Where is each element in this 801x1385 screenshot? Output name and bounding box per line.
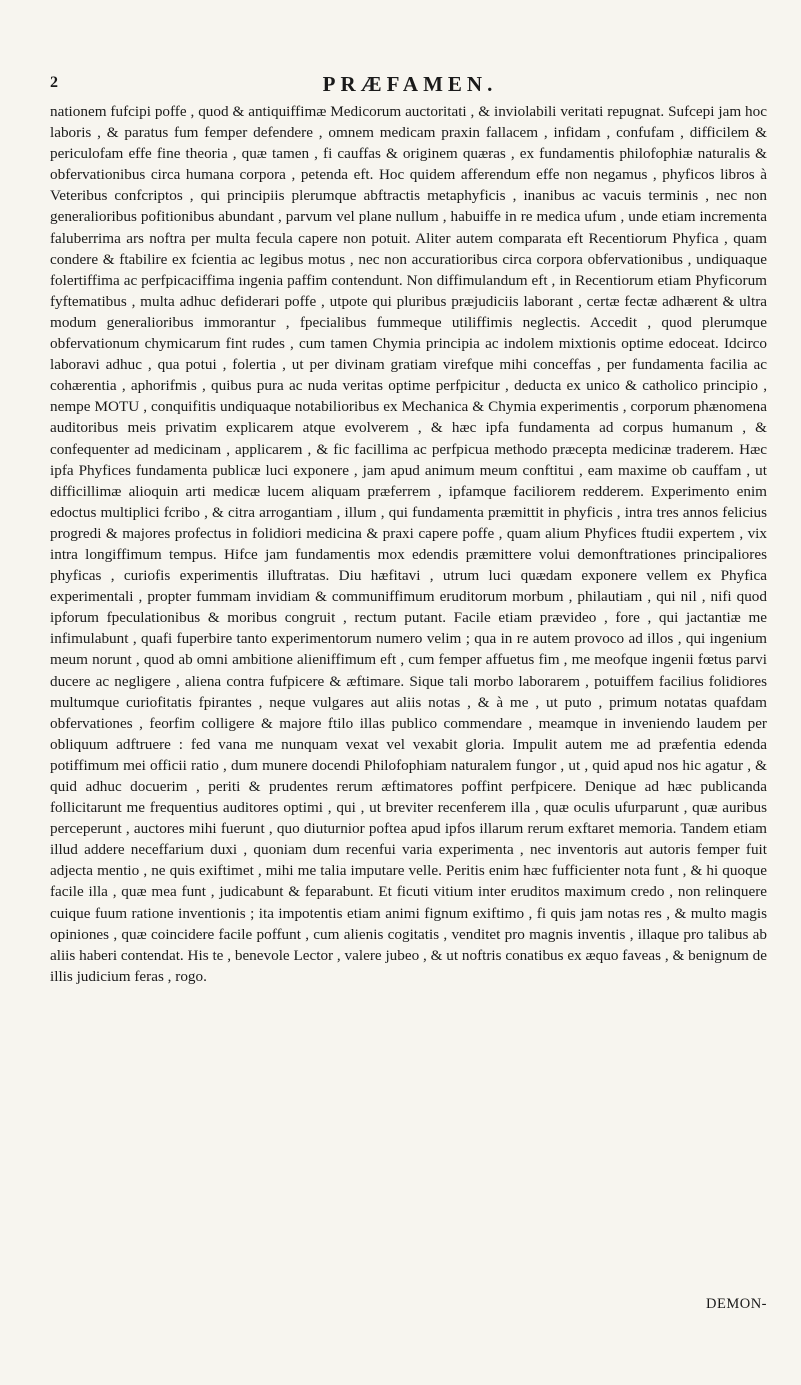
- running-title: PRÆFAMEN.: [322, 72, 498, 96]
- body-paragraph: nationem fufcipi poffe , quod & antiquiffimæ Medicorum auctoritati , & inviolabili veritati repugnat. Sufcepi jam hoc laboris , & paratus fum femper defendere , omnem medicam praxin fallacem , infidam , confufam , difficilem & periculofam effe fine theoria , quæ tamen , fi cauffas & originem quæras , ex fundamentis philofophiæ naturalis & obfervationibus circa humana corpora , petenda eft. Hoc quidem afferendum effe non negamus , phyficos libros à Veteribus confcriptos , qui principiis plerumque abftractis metaphyficis , inanibus ac vacuis terminis , nec non generalioribus pofitionibus abundant , parvum vel plane nullum , habuiffe in re medica ufum , unde etiam incrementa faluberrima ars noftra per multa fecula capere non potuit. Aliter autem comparata eft Recentiorum Phyfica , quam condere & ftabilire ex fcientia ac legibus motus , nec non accuratioribus circa corpora obfervationibus , undiquaque folertiffima ac perfpicaciffima ingenia paffim contendunt. Non diffimulandum eft , in Recentiorum etiam Phyficorum fyftematibus , multa adhuc defiderari poffe , utpote qui pluribus præjudiciis laborant , certæ fectæ adhærent & ultra modum generalioribus immorantur , fpecialibus fummeque utiliffimis neglectis. Accedit , quod plerumque obfervationum chymicarum fint rudes , cum tamen Chymia principia ac indolem mixtionis optime edoceat. Idcirco laboravi adhuc , qua potui , folertia , ut per divinam gratiam virefque mihi conceffas , per fundamenta facilia ac cohærentia , aphorifmis , quibus pura ac nuda veritas optime perfpicitur , deducta ex unico & catholico principio , nempe MOTU , conquifitis undiquaque notabilioribus ex Mechanica & Chymia experimentis , corporum phænomena auditoribus meis privatim explicarem atque evolverem , & hæc ipfa fundamenta ad corpus humanum , & confequenter ad medicinam , applicarem , & fic facillima ac perfpicua methodo præcepta medicinæ traderem. Hæc ipfa Phyfices fundamenta publicæ luci exponere , jam apud animum meum conftitui , eam maxime ob cauffam , ut difficillimæ alioquin arti medicæ lucem aliquam præferrem , ipfamque faciliorem redderem. Experimento enim edoctus multiplici fcribo , & citra arrogantiam , illum , qui fundamenta præmittit in phyficis , intra tres annos felicius progredi & majores profectus in folidiori medicina & praxi capere poffe , quam alium Phyfices ftudii expertem , vix intra longiffimum tempus. Hifce jam fundamentis mox edendis præmittere volui demonftrationes principaliores phyficas , curiofis experimentis illuftratas. Diu hæfitavi , utrum luci quædam exponere vellem ex Phyfica experimentali , propter fummam invidiam & communiffimum eruditorum morbum , philautiam , qui nil , nifi quod ipforum fpeculationibus & moribus congruit , rectum putant. Facile etiam prævideo , fore , qui jactantiæ me infimulabunt , quafi fuperbire tanto experimentorum numero velim ; qua in re autem provoco ad illos , qui ingenium meum norunt , quod ab omni ambitione alieniffimum eft , cum femper affuetus fim , me meofque ingenii fœtus parvi ducere ac negligere , aliena contra fufpicere & æftimare. Sique tali morbo laborarem , potuiffem facilius folidiores multumque curiofitatis fpirantes , neque vulgares aut aliis notas , & à me , ut puto , primum notatas quafdam obfervationes , feorfim colligere & majore ftilo illas publico commendare , meamque in inveniendo laudem per obliquum adftruere : fed vana me nunquam vexat vel vexabit gloria. Impulit autem me ad præfentia edenda potiffimum mei officii ratio , dum munere docendi Philofophiam naturalem fungor , ut , quid apud nos hic agatur , & quid adhuc docuerim , periti & prudentes rerum æftimatores poffint perfpicere. Denique ad hæc publicanda follicitarunt me frequentius auditores optimi , qui , ut breviter recenferem illa , quæ oculis ufurparunt , quæ auribus perceperunt , auctores mihi fuerunt , quo diuturnior poftea apud ipfos illarum rerum exftaret memoria. Tandem etiam illud addere neceffarium duxi , quoniam dum recenfui varia experimenta , nec inventoris aut autoris femper fuit adjecta mentio , ne quis exiftimet , mihi me talia imputare velle. Peritis enim hæc fufficienter nota funt , & hi quoque facile illa , quæ mea funt , judicabunt & feparabunt. Et ficuti vitium inter eruditos maximum credo , non relinquere cuique fuum ratione inventionis ; ita impotentis etiam animi fignum exiftimo , fi quis jam notas res , & multo magis opiniones , quæ coincidere facile poffunt , cum alienis cogitatis , venditet pro magnis inventis , illaque pro talibus ab aliis haberi contendat. His te , benevole Lector , valere jubeo , & ut noftris conatibus ex æquo faveas , & benignum de illis judicium feras , rogo.: [50, 103, 767, 985]
- catchword: DEMON-: [706, 1296, 767, 1312]
- page-number: 2: [50, 74, 58, 91]
- page-header: [50, 72, 770, 98]
